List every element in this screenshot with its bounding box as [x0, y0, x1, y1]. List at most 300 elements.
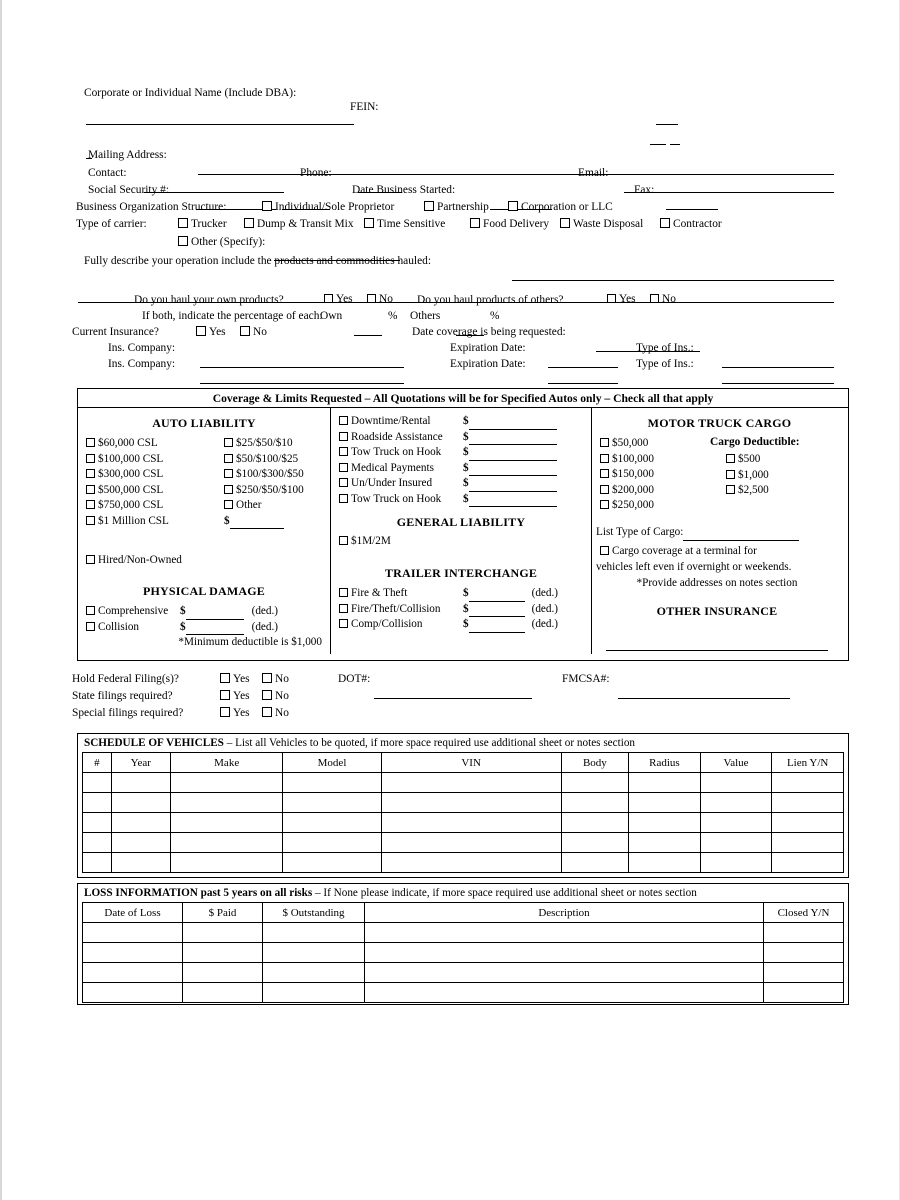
- loss-information-caption: [78, 884, 848, 902]
- cargo-deductible-heading: Cargo Deductible:: [710, 436, 800, 448]
- cargo-terminal-line2: vehicles left even if overnight or weekends.: [596, 561, 792, 573]
- carrier-option-trucker[interactable]: [178, 218, 227, 230]
- physical-damage-list: [86, 604, 322, 651]
- physical-damage-item[interactable]: [86, 604, 322, 620]
- cargo-terminal-option[interactable]: [600, 544, 757, 560]
- current-insurance-no[interactable]: [240, 326, 267, 338]
- auto-liability-csl-option[interactable]: [86, 467, 169, 483]
- special-filing-no-label: No: [275, 707, 289, 719]
- special-filing-yes[interactable]: [220, 707, 250, 719]
- current-insurance-label: Current Insurance?: [72, 326, 159, 338]
- roadside-assistance-input[interactable]: [469, 434, 557, 445]
- checkbox-current-insurance-no[interactable]: [240, 326, 250, 336]
- special-filing-no[interactable]: [262, 707, 289, 719]
- checkbox-state-filing-no[interactable]: [262, 690, 272, 700]
- cell-make[interactable]: [170, 773, 283, 793]
- own-products-yes[interactable]: [324, 294, 353, 305]
- table-row[interactable]: [83, 773, 844, 793]
- carrier-option-time-sensitive[interactable]: [364, 218, 445, 230]
- column-header-value: Value: [700, 753, 772, 773]
- current-insurance-yes-label: Yes: [209, 326, 226, 338]
- special-filing-yes-label: Yes: [233, 707, 250, 719]
- checkbox-other-carrier[interactable]: [178, 236, 188, 246]
- checkbox-special-filing-no[interactable]: [262, 707, 272, 717]
- roadside-assistance-label: Roadside Assistance: [351, 430, 443, 443]
- both-percentage-label: If both, indicate the percentage of each:: [142, 310, 323, 322]
- cell-number[interactable]: [83, 793, 112, 813]
- checkbox-downtime-rental[interactable]: [339, 416, 348, 425]
- carrier-option-contractor-label: Contractor: [673, 218, 722, 230]
- cell-number[interactable]: [83, 853, 112, 873]
- checkbox-collision[interactable]: [86, 622, 95, 631]
- checkbox-csl-300000[interactable]: [86, 469, 95, 478]
- cargo-deductible-item[interactable]: [726, 452, 769, 468]
- list-type-of-cargo-row[interactable]: [596, 525, 799, 541]
- cargo-limit-item[interactable]: [600, 483, 654, 499]
- checkbox-others-products-no[interactable]: [650, 294, 659, 303]
- cell-paid[interactable]: [183, 963, 263, 983]
- cell-lien[interactable]: [772, 773, 844, 793]
- collision-ded-input[interactable]: [186, 624, 244, 635]
- fire-theft-collision-label: Fire/Theft/Collision: [351, 602, 441, 615]
- trailer-interchange-heading: TRAILER INTERCHANGE: [384, 566, 538, 580]
- cell-make[interactable]: [170, 853, 283, 873]
- list-type-of-cargo-input[interactable]: [683, 530, 799, 541]
- checkbox-food-delivery[interactable]: [470, 218, 480, 228]
- additional-coverage-item[interactable]: [339, 476, 557, 492]
- federal-filing-no[interactable]: [262, 673, 289, 685]
- expiration-date-1-label: Expiration Date:: [450, 342, 526, 354]
- cell-outstanding[interactable]: [263, 923, 365, 943]
- expiration-date-2-label: Expiration Date:: [450, 358, 526, 370]
- cell-vin[interactable]: [381, 773, 561, 793]
- checkbox-split-25-50-10[interactable]: [224, 438, 233, 447]
- auto-liability-csl-option[interactable]: [86, 452, 169, 468]
- checkbox-own-products-no[interactable]: [367, 294, 376, 303]
- other-insurance-input[interactable]: [606, 636, 828, 651]
- cargo-terminal-line1: Cargo coverage at a terminal for: [612, 545, 757, 557]
- carrier-option-contractor[interactable]: [660, 218, 722, 230]
- state-filing-label: State filings required?: [72, 690, 173, 702]
- cell-paid[interactable]: [183, 983, 263, 1003]
- auto-liability-csl-option[interactable]: [86, 498, 169, 514]
- special-filing-label: Special filings required?: [72, 707, 184, 719]
- cell-lien[interactable]: [772, 853, 844, 873]
- cargo-deductible-item[interactable]: [726, 468, 769, 484]
- loss-information-caption-rest: – If None please indicate, if more space required use additional sheet or notes section: [312, 887, 697, 899]
- trailer-interchange-list: [339, 586, 558, 633]
- mailing-address-input[interactable]: [198, 160, 834, 175]
- checkbox-comp-collision[interactable]: [339, 619, 348, 628]
- table-row[interactable]: [83, 943, 844, 963]
- cell-closed[interactable]: [764, 983, 844, 1003]
- cell-number[interactable]: [83, 773, 112, 793]
- auto-liability-split-option[interactable]: [224, 467, 304, 483]
- cargo-deductible-item[interactable]: [726, 483, 769, 499]
- checkbox-tow-truck-on-hook-1[interactable]: [339, 447, 348, 456]
- cell-radius[interactable]: [629, 773, 701, 793]
- cell-vin[interactable]: [381, 853, 561, 873]
- checkbox-cargo-200000[interactable]: [600, 485, 609, 494]
- cell-description[interactable]: [365, 923, 764, 943]
- phone-label: Phone:: [300, 167, 332, 179]
- column-header-radius: Radius: [629, 753, 701, 773]
- checkbox-cargo-100000[interactable]: [600, 454, 609, 463]
- cell-year[interactable]: [111, 853, 170, 873]
- tow-truck-on-hook-1-input[interactable]: [469, 450, 557, 461]
- email-input[interactable]: [624, 178, 834, 193]
- auto-liability-split-option[interactable]: [224, 436, 304, 452]
- cell-vin[interactable]: [381, 813, 561, 833]
- comprehensive-prefix: $: [180, 605, 186, 617]
- cell-vin[interactable]: [381, 793, 561, 813]
- cell-paid[interactable]: [183, 923, 263, 943]
- cell-value[interactable]: [700, 793, 772, 813]
- list-type-of-cargo-label: List Type of Cargo:: [596, 526, 684, 538]
- checkbox-csl-500000[interactable]: [86, 485, 95, 494]
- motor-truck-cargo-heading: MOTOR TRUCK CARGO: [647, 416, 792, 430]
- cell-outstanding[interactable]: [263, 963, 365, 983]
- checkbox-state-filing-yes[interactable]: [220, 690, 230, 700]
- business-org-option-corporation-label: Corporation or LLC: [521, 201, 613, 213]
- cell-lien[interactable]: [772, 793, 844, 813]
- cell-description[interactable]: [365, 943, 764, 963]
- auto-liability-split-option[interactable]: [224, 483, 304, 499]
- trailer-interchange-item[interactable]: [339, 617, 558, 633]
- checkbox-special-filing-yes[interactable]: [220, 707, 230, 717]
- cell-date-of-loss[interactable]: [83, 963, 183, 983]
- general-liability-heading: GENERAL LIABILITY: [396, 515, 526, 529]
- cell-lien[interactable]: [772, 813, 844, 833]
- table-row[interactable]: [83, 923, 844, 943]
- additional-coverage-item[interactable]: [339, 414, 557, 430]
- cell-number[interactable]: [83, 833, 112, 853]
- own-products-yes-label: Yes: [336, 293, 353, 305]
- fire-theft-ded-input[interactable]: [469, 591, 525, 602]
- cell-model[interactable]: [283, 833, 381, 853]
- fire-theft-collision-ded-input[interactable]: [469, 606, 525, 617]
- column-header-date-of-loss: Date of Loss: [83, 903, 183, 923]
- coverage-box-title: Coverage & Limits Requested – All Quotations will be for Specified Autos only – Check all that apply: [78, 389, 848, 408]
- checkbox-federal-filing-no[interactable]: [262, 673, 272, 683]
- describe-operation-input-line1[interactable]: [512, 266, 834, 281]
- checkbox-fire-theft-collision[interactable]: [339, 604, 348, 613]
- additional-coverage-list: [339, 414, 557, 507]
- ssn-label: Social Security #:: [88, 184, 169, 196]
- cell-make[interactable]: [170, 793, 283, 813]
- business-org-option-corporation[interactable]: [508, 201, 613, 213]
- coverage-limits-box: [77, 388, 849, 661]
- checkbox-un-under-insured[interactable]: [339, 478, 348, 487]
- un-under-insured-input[interactable]: [469, 481, 557, 492]
- trailer-interchange-item[interactable]: [339, 602, 558, 618]
- corporate-name-label: Corporate or Individual Name (Include DBA):: [84, 87, 297, 99]
- cargo-deductible-list: [726, 452, 769, 499]
- additional-coverage-item[interactable]: [339, 461, 557, 477]
- cell-body[interactable]: [561, 833, 629, 853]
- own-products-no-label: No: [379, 293, 393, 305]
- auto-liability-csl-option[interactable]: [86, 436, 169, 452]
- cell-radius[interactable]: [629, 793, 701, 813]
- cell-body[interactable]: [561, 773, 629, 793]
- additional-coverage-item[interactable]: [339, 445, 557, 461]
- trailer-interchange-item[interactable]: [339, 586, 558, 602]
- checkbox-corporation-llc[interactable]: [508, 201, 518, 211]
- ins-company-2-label: Ins. Company:: [108, 358, 176, 370]
- dot-input[interactable]: [374, 684, 532, 699]
- cell-closed[interactable]: [764, 943, 844, 963]
- checkbox-split-50-100-25[interactable]: [224, 454, 233, 463]
- deductible-500-label: $500: [738, 453, 761, 465]
- cell-model[interactable]: [283, 813, 381, 833]
- cell-value[interactable]: [700, 853, 772, 873]
- own-products-no[interactable]: [367, 294, 393, 305]
- checkbox-cargo-50000[interactable]: [600, 438, 609, 447]
- checkbox-roadside-assistance[interactable]: [339, 432, 348, 441]
- comprehensive-label: Comprehensive: [98, 605, 169, 617]
- cargo-limit-item[interactable]: [600, 436, 654, 452]
- expiration-date-1-input[interactable]: [548, 353, 618, 368]
- cell-description[interactable]: [365, 983, 764, 1003]
- carrier-option-food-delivery[interactable]: [470, 218, 549, 230]
- cargo-limit-item[interactable]: [600, 498, 654, 514]
- mailing-address-label: Mailing Address:: [88, 149, 167, 161]
- checkbox-split-250-50-100[interactable]: [224, 485, 233, 494]
- table-row[interactable]: [83, 963, 844, 983]
- general-liability-1m-2m-label: $1M/2M: [351, 535, 391, 547]
- cell-body[interactable]: [561, 793, 629, 813]
- checkbox-deductible-500[interactable]: [726, 454, 735, 463]
- cell-closed[interactable]: [764, 963, 844, 983]
- schedule-of-vehicles-header-row: [83, 753, 844, 773]
- table-row[interactable]: [83, 833, 844, 853]
- table-row[interactable]: [83, 793, 844, 813]
- cell-paid[interactable]: [183, 943, 263, 963]
- checkbox-contractor[interactable]: [660, 218, 670, 228]
- others-products-no[interactable]: [650, 294, 676, 305]
- additional-coverage-item[interactable]: [339, 492, 557, 508]
- cell-date-of-loss[interactable]: [83, 923, 183, 943]
- roadside-assistance-prefix: $: [463, 430, 469, 443]
- carrier-option-dump[interactable]: [244, 218, 354, 230]
- current-insurance-yes[interactable]: [196, 326, 226, 338]
- state-filing-yes[interactable]: [220, 690, 250, 702]
- table-row[interactable]: [83, 813, 844, 833]
- own-percent-label: Own: [320, 310, 343, 322]
- dot-label: DOT#:: [338, 673, 371, 685]
- deductible-2500-label: $2,500: [738, 484, 769, 496]
- checkbox-split-other[interactable]: [224, 500, 233, 509]
- cell-date-of-loss[interactable]: [83, 943, 183, 963]
- carrier-option-waste-disposal[interactable]: [560, 218, 643, 230]
- cell-radius[interactable]: [629, 833, 701, 853]
- checkbox-csl-100000[interactable]: [86, 454, 95, 463]
- csl-1million-label: $1 Million CSL: [98, 514, 169, 527]
- schedule-of-vehicles-table: [82, 752, 844, 873]
- other-amount-input[interactable]: [230, 518, 284, 529]
- fire-theft-collision-suffix: (ded.): [531, 602, 558, 615]
- checkbox-individual-sole-proprietor[interactable]: [262, 201, 272, 211]
- split-25-50-10-label: $25/$50/$10: [236, 437, 293, 449]
- checkbox-deductible-2500[interactable]: [726, 485, 735, 494]
- federal-filing-no-label: No: [275, 673, 289, 685]
- carrier-option-other[interactable]: [178, 236, 265, 248]
- cell-model[interactable]: [283, 853, 381, 873]
- type-of-ins-2-label: Type of Ins.:: [636, 358, 694, 370]
- ins-company-1-label: Ins. Company:: [108, 342, 176, 354]
- cell-make[interactable]: [170, 833, 283, 853]
- physical-damage-item[interactable]: [86, 620, 322, 636]
- cell-radius[interactable]: [629, 853, 701, 873]
- checkbox-general-liability-1m-2m[interactable]: [339, 536, 348, 545]
- fire-theft-label: Fire & Theft: [351, 587, 408, 599]
- fein-input-c[interactable]: [670, 130, 680, 145]
- checkbox-split-100-300-50[interactable]: [224, 469, 233, 478]
- state-filing-no[interactable]: [262, 690, 289, 702]
- tow-truck-on-hook-2-prefix: $: [463, 492, 469, 505]
- checkbox-cargo-250000[interactable]: [600, 500, 609, 509]
- fein-input-a[interactable]: [656, 110, 678, 125]
- checkbox-cargo-150000[interactable]: [600, 469, 609, 478]
- checkbox-deductible-1000[interactable]: [726, 470, 735, 479]
- federal-filing-yes-label: Yes: [233, 673, 250, 685]
- tow-truck-on-hook-2-input[interactable]: [469, 496, 557, 507]
- expiration-date-2-input[interactable]: [548, 369, 618, 384]
- table-row[interactable]: [83, 983, 844, 1003]
- checkbox-federal-filing-yes[interactable]: [220, 673, 230, 683]
- additional-coverage-item[interactable]: [339, 430, 557, 446]
- form-sheet: [72, 87, 854, 919]
- cell-make[interactable]: [170, 813, 283, 833]
- column-header-body: Body: [561, 753, 629, 773]
- fmcsa-input[interactable]: [618, 684, 790, 699]
- checkbox-partnership[interactable]: [424, 201, 434, 211]
- cell-body[interactable]: [561, 813, 629, 833]
- checkbox-others-products-yes[interactable]: [607, 294, 616, 303]
- column-header-model: Model: [283, 753, 381, 773]
- cell-body[interactable]: [561, 853, 629, 873]
- type-of-ins-1-input[interactable]: [722, 353, 834, 368]
- applicant-header-section: [72, 88, 854, 303]
- cell-date-of-loss[interactable]: [83, 983, 183, 1003]
- checkbox-medical-payments[interactable]: [339, 463, 348, 472]
- comprehensive-ded-input[interactable]: [186, 609, 244, 620]
- medical-payments-input[interactable]: [469, 465, 557, 476]
- auto-liability-split-option[interactable]: [224, 452, 304, 468]
- split-50-100-25-label: $50/$100/$25: [236, 452, 299, 465]
- own-percent-input[interactable]: [354, 321, 382, 336]
- csl-100000-label: $100,000 CSL: [98, 452, 164, 465]
- ins-company-2-input[interactable]: [200, 369, 404, 384]
- checkbox-hired-non-owned[interactable]: [86, 555, 95, 564]
- schedule-of-vehicles-caption: [78, 734, 848, 752]
- business-org-option-partnership[interactable]: [424, 201, 489, 213]
- cell-year[interactable]: [111, 813, 170, 833]
- other-insurance-heading: OTHER INSURANCE: [656, 604, 778, 618]
- loss-information-box: [77, 883, 849, 1005]
- csl-300000-label: $300,000 CSL: [98, 468, 164, 480]
- column-header-paid: $ Paid: [183, 903, 263, 923]
- checkbox-comprehensive[interactable]: [86, 606, 95, 615]
- auto-liability-csl-option[interactable]: [86, 483, 169, 499]
- ins-company-1-input[interactable]: [200, 353, 404, 368]
- fein-input-b[interactable]: [650, 130, 666, 145]
- auto-liability-other-amount[interactable]: [224, 514, 304, 530]
- federal-filing-yes[interactable]: [220, 673, 250, 685]
- comp-collision-ded-input[interactable]: [469, 622, 525, 633]
- checkbox-dump-transit-mix[interactable]: [244, 218, 254, 228]
- cell-lien[interactable]: [772, 833, 844, 853]
- others-percent-symbol: %: [490, 310, 500, 322]
- checkbox-waste-disposal[interactable]: [560, 218, 570, 228]
- cell-number[interactable]: [83, 813, 112, 833]
- cargo-100000-label: $100,000: [612, 452, 654, 465]
- hired-non-owned-option[interactable]: [86, 553, 182, 569]
- cell-radius[interactable]: [629, 813, 701, 833]
- cargo-limit-item[interactable]: [600, 467, 654, 483]
- column-header-number: #: [83, 753, 112, 773]
- cell-year[interactable]: [111, 793, 170, 813]
- schedule-of-vehicles-caption-rest: – List all Vehicles to be quoted, if more space required use additional sheet or notes section: [223, 737, 636, 749]
- general-liability-option[interactable]: [339, 534, 391, 550]
- checkbox-own-products-yes[interactable]: [324, 294, 333, 303]
- cell-description[interactable]: [365, 963, 764, 983]
- checkbox-csl-1million[interactable]: [86, 516, 95, 525]
- table-row[interactable]: [83, 853, 844, 873]
- loss-information-caption-bold: LOSS INFORMATION past 5 years on all risks: [84, 887, 313, 899]
- type-of-ins-2-input[interactable]: [722, 369, 834, 384]
- checkbox-trucker[interactable]: [178, 218, 188, 228]
- others-products-yes[interactable]: [607, 294, 636, 305]
- cell-closed[interactable]: [764, 923, 844, 943]
- checkbox-csl-750000[interactable]: [86, 500, 95, 509]
- cell-year[interactable]: [111, 833, 170, 853]
- loss-information-table: [82, 902, 844, 1003]
- checkbox-fire-theft[interactable]: [339, 588, 348, 597]
- downtime-rental-input[interactable]: [469, 419, 557, 430]
- cell-value[interactable]: [700, 773, 772, 793]
- csl-750000-label: $750,000 CSL: [98, 499, 164, 511]
- hired-non-owned-label: Hired/Non-Owned: [98, 554, 182, 566]
- column-header-make: Make: [170, 753, 283, 773]
- fax-input[interactable]: [666, 195, 718, 210]
- others-percent-label: Others: [410, 310, 441, 322]
- cell-vin[interactable]: [381, 833, 561, 853]
- cell-outstanding[interactable]: [263, 983, 365, 1003]
- auto-liability-split-option[interactable]: [224, 498, 304, 514]
- auto-liability-csl-option[interactable]: [86, 514, 169, 530]
- cargo-limit-item[interactable]: [600, 452, 654, 468]
- un-under-insured-label: Un/Under Insured: [351, 477, 433, 489]
- cell-value[interactable]: [700, 813, 772, 833]
- checkbox-csl-60000[interactable]: [86, 438, 95, 447]
- cell-outstanding[interactable]: [263, 943, 365, 963]
- corporate-name-input[interactable]: [86, 110, 354, 125]
- checkbox-current-insurance-yes[interactable]: [196, 326, 206, 336]
- comp-collision-suffix: (ded.): [531, 618, 558, 630]
- cell-value[interactable]: [700, 833, 772, 853]
- checkbox-tow-truck-on-hook-2[interactable]: [339, 494, 348, 503]
- collision-prefix: $: [180, 620, 186, 633]
- checkbox-cargo-terminal[interactable]: [600, 546, 609, 555]
- cell-year[interactable]: [111, 773, 170, 793]
- business-org-option-partnership-label: Partnership: [437, 201, 489, 213]
- cell-model[interactable]: [283, 773, 381, 793]
- collision-label: Collision: [98, 620, 140, 633]
- business-org-option-individual[interactable]: [262, 201, 394, 213]
- cell-model[interactable]: [283, 793, 381, 813]
- checkbox-time-sensitive[interactable]: [364, 218, 374, 228]
